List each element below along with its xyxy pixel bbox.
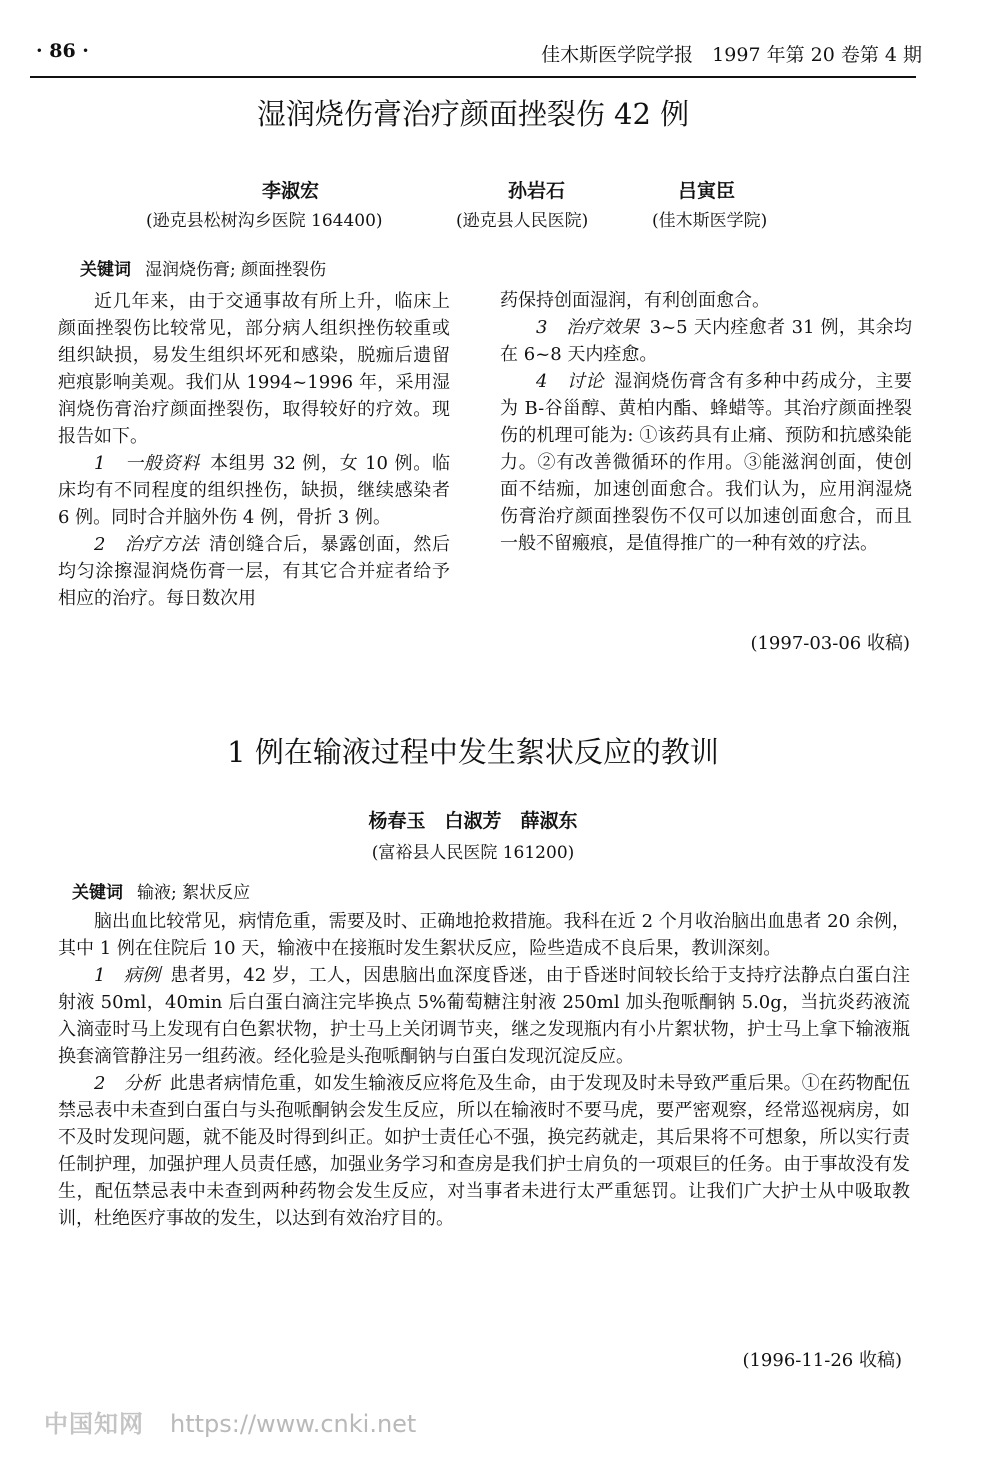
section-body: 清创缝合后，暴露创面，然后均匀涂擦湿润烧伤膏一层，有其它合并症者给予相应的治疗。每日数次用: [58, 534, 450, 609]
keywords-label: 关键词: [80, 260, 131, 280]
article2-intro: 脑出血比较常见，病情危重，需要及时、正确地抢救措施。我科在近 2 个月收治脑出血患者 20 余例，其中 1 例在住院后 10 天，输液中在接瓶时发生絮状反应，险些造成不良后果，教训深刻。: [58, 911, 910, 959]
article1-affiliation-1: (逊克县松树沟乡医院 164400): [146, 211, 383, 231]
article1-section-3: [500, 314, 912, 368]
article1-affiliation-2: (逊克县人民医院): [456, 211, 589, 231]
article2-keywords: [72, 878, 250, 903]
article2-title: 1 例在输液过程中发生絮状反应的教训: [227, 735, 719, 769]
article1-received-date: (1997-03-06 收稿): [750, 633, 910, 654]
article1-continuation: 药保持创面湿润，有利创面愈合。: [500, 290, 770, 311]
section-heading: 2 治疗方法: [94, 534, 199, 555]
section-body: 本组男 32 例，女 10 例。临床均有不同程度的组织挫伤，缺损，继续感染者 6 例。同时合并脑外伤 4 例，骨折 3 例。: [58, 453, 451, 528]
article1-section-2: [58, 531, 450, 612]
article2-section-2: [58, 1070, 910, 1232]
article1-affiliation-3: (佳木斯医学院): [652, 211, 768, 231]
article2-affiliation: (富裕县人民医院 161200): [371, 843, 575, 863]
section-body: 3~5 天内痊愈者 31 例，其余均在 6~8 天内痊愈。: [500, 317, 913, 365]
article1-keywords: [80, 255, 326, 280]
section-body: 湿润烧伤膏含有多种中药成分，主要为 B-谷甾醇、黄柏内酯、蜂蜡等。其治疗颜面挫裂伤的机理可能为: ①该药具有止痛、预防和抗感染能力。②有改善微循环的作用。③能滋润创面，使创面不结痂，加速创面愈合。我们认为，应用润湿烧伤膏治疗颜面挫裂伤不仅可以加速创面愈合，而且一般不留瘢痕，是值得推广的一种有效的疗法。: [500, 371, 912, 554]
page-number: · 86 ·: [36, 40, 89, 62]
article2-section-1: [58, 962, 910, 1070]
header-rule: [30, 76, 916, 78]
article1-author-3: 吕寅臣: [678, 180, 736, 202]
article1-left-column: [58, 288, 450, 612]
article2-body: [58, 908, 910, 1232]
keywords-text: 输液; 絮状反应: [137, 883, 251, 903]
article1-author-1: 李淑宏: [262, 180, 320, 202]
keywords-label: 关键词: [72, 883, 123, 903]
article2-received-date: (1996-11-26 收稿): [742, 1350, 902, 1371]
article1-title: 湿润烧伤膏治疗颜面挫裂伤 42 例: [256, 97, 690, 131]
article1-right-column: [500, 287, 912, 557]
cnki-brand: 中国知网: [44, 1410, 144, 1438]
article1-section-1: [58, 450, 450, 531]
article1-author-2: 孙岩石: [508, 180, 566, 202]
cnki-watermark: [44, 1404, 416, 1439]
section-heading: 3 治疗效果: [536, 317, 640, 338]
article2-authors: 杨春玉 白淑芳 薛淑东: [368, 810, 578, 832]
section-body: 患者男，42 岁，工人，因患脑出血深度昏迷，由于昏迷时间较长给于支持疗法静点白蛋白注射液 50ml，40min 后白蛋白滴注完毕换点 5%葡萄糖注射液 250ml 加头孢哌酮钠 5.0g，当抗炎药液流入滴壶时马上发现有白色絮状物，护士马上关闭调节夹，继之发现瓶内有小片絮状物，护士马上拿下输液瓶换套滴管静注另一组药液。经化验是头孢哌酮钠与白蛋白发现沉淀反应。: [58, 965, 910, 1067]
journal-info: 佳木斯医学院学报 1997 年第 20 卷第 4 期: [541, 44, 922, 66]
section-heading: 4 讨论: [536, 371, 605, 392]
article1-section-4: [500, 368, 912, 557]
keywords-text: 湿润烧伤膏; 颜面挫裂伤: [145, 260, 327, 280]
section-heading: 1 病例: [94, 965, 161, 986]
section-body: 此患者病情危重，如发生输液反应将危及生命，由于发现及时未导致严重后果。①在药物配伍禁忌表中未查到白蛋白与头孢哌酮钠会发生反应，所以在输液时不要马虎，要严密观察，经常巡视病房，如不及时发现问题，就不能及时得到纠正。如护士责任心不强，换完药就走，其后果将不可想象，所以实行责任制护理，加强护理人员责任感，加强业务学习和查房是我们护士肩负的一项艰巨的任务。由于事故没有发生，配伍禁忌表中未查到两种药物会发生反应，对当事者未进行太严重惩罚。让我们广大护士从中吸取教训，杜绝医疗事故的发生，以达到有效治疗目的。: [58, 1073, 910, 1229]
article1-intro: 近几年来，由于交通事故有所上升，临床上颜面挫裂伤比较常见，部分病人组织挫伤较重或组织缺损，易发生组织坏死和感染，脱痂后遗留疤痕影响美观。我们从 1994~1996 年，采用湿润烧伤膏治疗颜面挫裂伤，取得较好的疗效。现报告如下。: [58, 291, 450, 447]
cnki-url: https://www.cnki.net: [170, 1410, 417, 1438]
section-heading: 2 分析: [94, 1073, 160, 1094]
section-heading: 1 一般资料: [94, 453, 201, 474]
